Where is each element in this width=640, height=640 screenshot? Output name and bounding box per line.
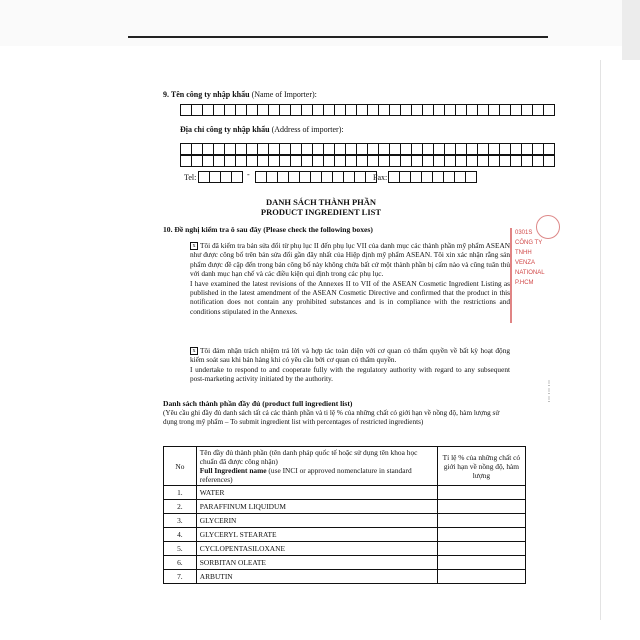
row-no: 7.	[164, 570, 197, 584]
heading-en: PRODUCT INGREDIENT LIST	[260, 207, 382, 217]
row-no: 6.	[164, 556, 197, 570]
ingredient-list-heading	[236, 197, 406, 217]
declaration-2-checkbox[interactable]: x	[190, 347, 198, 355]
row-ingredient: CYCLOPENTASILOXANE	[196, 542, 437, 556]
declaration-2-en: I undertake to respond to and cooperate fully with the regulatory authority with regard to any subsequent post-marketing activity initiated by the authority.	[190, 364, 510, 384]
row-ingredient: PARAFFINUM LIQUIDUM	[196, 500, 437, 514]
heading-vi: DANH SÁCH THÀNH PHẦN	[265, 197, 377, 207]
row-ingredient: GLYCERIN	[196, 514, 437, 528]
tel-boxes-b[interactable]	[255, 171, 377, 183]
row-no: 5.	[164, 542, 197, 556]
row-limit[interactable]	[437, 500, 525, 514]
table-header-row	[164, 447, 526, 486]
header-name	[196, 447, 437, 486]
scan-top-edge-line	[128, 36, 548, 38]
importer-address-boxes-row1[interactable]	[180, 143, 555, 155]
declaration-1	[190, 241, 510, 316]
full-list-note: (Yêu cầu ghi đầy đủ danh sách tất cả các thành phần và ti lệ % của những chất có giới hạn về nồng độ, hàm lượng sử dụng trong mỹ phẩm – To submit ingredient list with percentages of restricted ingredients)	[163, 409, 500, 427]
row-no: 4.	[164, 528, 197, 542]
header-no: No	[164, 447, 197, 486]
stamp-line: 0301S	[515, 230, 533, 236]
importer-address-label-en: (Address of importer):	[271, 125, 344, 134]
ingredient-table	[163, 446, 526, 584]
importer-address-label-vi: Địa chỉ công ty nhập khẩu	[180, 125, 270, 134]
scan-top-margin	[0, 0, 640, 46]
header-name-vi: Tên đầy đủ thành phần (tên danh pháp quốc tế hoặc sử dụng tên khoa học chuẩn đã được công nhận)	[199, 448, 418, 466]
row-ingredient: GLYCERYL STEARATE	[196, 528, 437, 542]
importer-address-boxes-row2[interactable]	[180, 155, 555, 167]
importer-name-label	[163, 90, 317, 99]
stamp-line: TNHH	[515, 250, 532, 256]
row-ingredient: WATER	[196, 486, 437, 500]
header-name-en-rest: (use INCI or approved nomenclature in standard references)	[199, 466, 412, 484]
declaration-1-en: I have examined the latest revisions of the Annexes II to VII of the ASEAN Cosmetic Ingredient Listing as published in the latest amendment of the ASEAN Cosmetic Directive and confirmed that the product in this notification does not contain any prohibited substances and is in compliance with the restrictions and conditions stipulated in the Annexes.	[190, 278, 510, 316]
row-limit[interactable]	[437, 528, 525, 542]
company-stamp	[510, 228, 545, 323]
row-limit[interactable]	[437, 570, 525, 584]
row-no: 2.	[164, 500, 197, 514]
importer-address-label	[180, 125, 344, 134]
tel-label: Tel:	[184, 173, 197, 182]
paper-edge	[600, 60, 601, 620]
header-limit: Tỉ lệ % của những chất có giới hạn về nồng độ, hàm lượng	[437, 447, 525, 486]
section-10-title: 10. Đề nghị kiểm tra ô sau đây (Please check the following boxes)	[163, 225, 373, 234]
importer-name-label-en: (Name of Importer):	[251, 90, 317, 99]
importer-name-boxes[interactable]	[180, 104, 555, 116]
stamp-line: VENZA	[515, 260, 536, 266]
table-row	[164, 486, 526, 500]
table-row	[164, 500, 526, 514]
margin-scan-marks: ⋮ ⋮ ⋮	[546, 381, 552, 403]
declaration-1-vi: Tôi đã kiểm tra bản sửa đổi từ phụ lục II đến phụ lục VII của danh mục các thành phần mỹ phẩm ASEAN như được công bố trên bản sửa đổi gần đây nhất của Hiệp định mỹ phẩm ASEAN. Tôi xin xác nhận rằng sản phẩm được đề cập đến trong bản công bố này không chứa bất cứ một thành phần bị cấm nào và cũng tuân thủ với danh mục hạn chế và các điều kiện qui định trong các phụ lục.	[190, 241, 510, 279]
fax-boxes[interactable]	[388, 171, 477, 183]
declaration-1-checkbox[interactable]: x	[190, 242, 198, 250]
row-limit[interactable]	[437, 486, 525, 500]
row-limit[interactable]	[437, 542, 525, 556]
row-ingredient: SORBITAN OLEATE	[196, 556, 437, 570]
row-ingredient: ARBUTIN	[196, 570, 437, 584]
table-row	[164, 556, 526, 570]
tel-dash: -	[247, 170, 250, 179]
stamp-line: CÔNG TY	[515, 240, 543, 246]
row-limit[interactable]	[437, 514, 525, 528]
table-row	[164, 570, 526, 584]
table-row	[164, 542, 526, 556]
table-row	[164, 528, 526, 542]
row-limit[interactable]	[437, 556, 525, 570]
declaration-2	[190, 346, 510, 384]
fax-label: Fax:	[373, 173, 388, 182]
stamp-line: P.HCM	[515, 280, 534, 286]
declaration-2-vi: Tôi đảm nhận trách nhiệm trả lời và hợp tác toàn diện với cơ quan có thẩm quyền về bất kỳ hoạt động kiểm soát sau khi bán hàng khi có yêu cầu bởi cơ quan có thẩm quyền.	[190, 346, 510, 365]
tel-boxes-a[interactable]	[198, 171, 243, 183]
importer-name-label-vi: 9. Tên công ty nhập khẩu	[163, 90, 250, 99]
full-list-title: Danh sách thành phần đầy đủ (product full ingredient list)	[163, 399, 353, 408]
scan-corner-shade	[622, 0, 640, 60]
stamp-line: NATIONAL	[515, 270, 545, 276]
row-no: 1.	[164, 486, 197, 500]
row-no: 3.	[164, 514, 197, 528]
header-name-en-bold: Full Ingredient name	[199, 466, 267, 475]
table-row	[164, 514, 526, 528]
